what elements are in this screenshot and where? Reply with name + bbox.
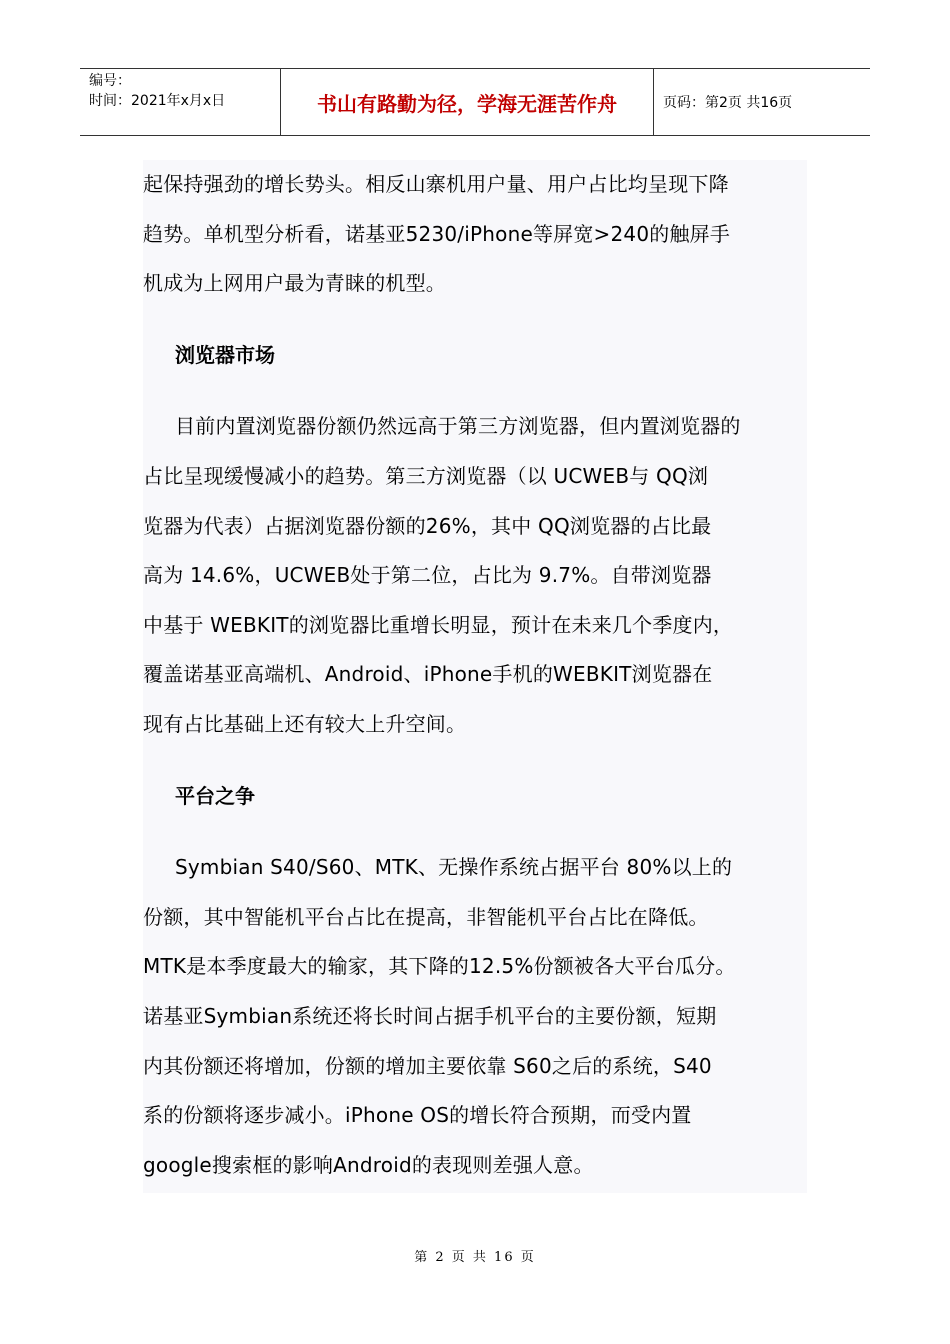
text-line: Symbian S40/S60、MTK、无操作系统占据平台 80%以上的 — [175, 855, 733, 880]
section-heading-platform: 平台之争 — [175, 783, 255, 808]
text-line: 份额，其中智能机平台占比在提高，非智能机平台占比在降低。 — [143, 904, 709, 929]
text-line: 览器为代表）占据浏览器份额的26%，其中 QQ浏览器的占比最 — [143, 513, 712, 538]
paragraph-3 — [143, 843, 807, 1190]
text-line: 高为 14.6%，UCWEB处于第二位，占比为 9.7%。自带浏览器 — [143, 563, 712, 588]
text-line: 趋势。单机型分析看，诺基亚5230/iPhone等屏宽>240的触屏手 — [143, 221, 731, 246]
header-page-info: 页码：第2页 共16页 — [663, 95, 793, 111]
text-line: 占比呈现缓慢减小的趋势。第三方浏览器（以 UCWEB与 QQ浏 — [143, 463, 709, 488]
text-line: 机成为上网用户最为青睐的机型。 — [143, 271, 446, 296]
text-line: 内其份额还将增加，份额的增加主要依靠 S60之后的系统，S40 — [143, 1053, 712, 1078]
text-line: 起保持强劲的增长势头。相反山寨机用户量、用户占比均呈现下降 — [143, 172, 729, 196]
text-line: 诺基亚Symbian系统还将长时间占据手机平台的主要份额，短期 — [143, 1003, 717, 1028]
page-footer: 第 2 页 共 16 页 — [414, 1250, 536, 1265]
number-label: 编号： — [89, 73, 131, 89]
paragraph-2 — [143, 402, 807, 749]
text-line: 系的份额将逐步减小。iPhone OS的增长符合预期，而受内置 — [143, 1103, 692, 1128]
text-line: MTK是本季度最大的输家，其下降的12.5%份额被各大平台瓜分。 — [143, 954, 736, 979]
text-line: 目前内置浏览器份额仍然远高于第三方浏览器，但内置浏览器的 — [175, 414, 741, 439]
time-label: 时间：2021年x月x日 — [89, 93, 226, 109]
document-body — [143, 160, 807, 1193]
text-line: 现有占比基础上还有较大上升空间。 — [143, 711, 467, 736]
section-heading-browser: 浏览器市场 — [175, 342, 275, 367]
page-header — [80, 68, 870, 136]
text-line: 覆盖诺基亚高端机、Android、iPhone手机的WEBKIT浏览器在 — [143, 662, 713, 687]
header-motto: 书山有路勤为径，学海无涯苦作舟 — [281, 69, 654, 135]
text-line: 中基于 WEBKIT的浏览器比重增长明显，预计在未来几个季度内， — [143, 612, 734, 637]
paragraph-1 — [143, 160, 807, 309]
text-line: google搜索框的影响Android的表现则差强人意。 — [143, 1152, 594, 1177]
header-meta — [80, 69, 281, 135]
